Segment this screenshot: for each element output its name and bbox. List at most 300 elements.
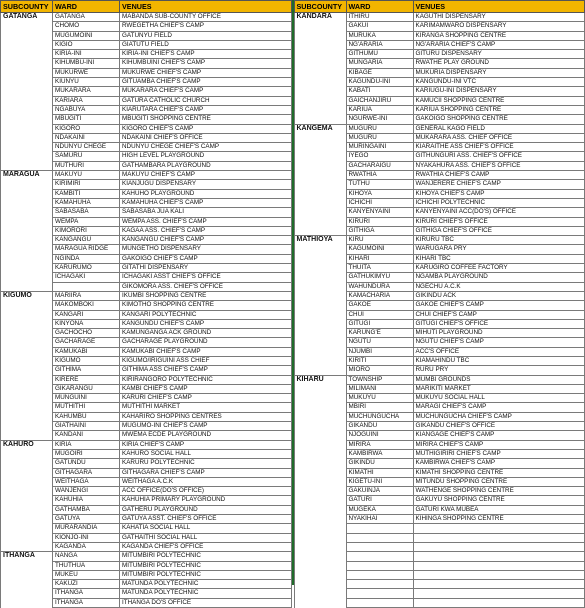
- table-row: [294, 449, 585, 458]
- empty-cell: [294, 589, 346, 598]
- venue-cell: NDUNYU CHEGE CHIEF'S CAMP: [120, 143, 292, 152]
- table-row: [1, 570, 292, 579]
- subcounty-cell: KIHARU: [294, 375, 346, 384]
- table-row: [294, 459, 585, 468]
- ward-cell: GITHIGA: [346, 226, 413, 235]
- ward-cell: MUKEU: [53, 570, 120, 579]
- empty-cell: [413, 542, 585, 551]
- venue-cell: GATHAITHI SOCIAL HALL: [120, 533, 292, 542]
- subcounty-cell: [294, 217, 346, 226]
- subcounty-cell: [1, 477, 53, 486]
- ward-cell: KIGORO: [53, 124, 120, 133]
- table-row: [294, 78, 585, 87]
- venue-cell: KIGUMO/IRIGUINI ASS CHIEF: [120, 356, 292, 365]
- ward-cell: WANJENGI: [53, 487, 120, 496]
- subcounty-cell: [294, 449, 346, 458]
- venue-cell: WANJERERE CHIEF'S CAMP: [413, 180, 585, 189]
- table-row: [1, 254, 292, 263]
- venue-cell: KARUGIRO COFFEE FACTORY: [413, 264, 585, 273]
- table-row: [294, 273, 585, 282]
- table-row: [1, 143, 292, 152]
- venue-cell: SABASABA JUA KALI: [120, 208, 292, 217]
- table-row: [294, 431, 585, 440]
- ward-cell: GIKINDU: [346, 459, 413, 468]
- venue-cell: GENERAL KAGO FIELD: [413, 124, 585, 133]
- ward-cell: IYEGO: [346, 152, 413, 161]
- table-row: [1, 50, 292, 59]
- table-row: [1, 59, 292, 68]
- venue-cell: MATUNDA POLYTECHNIC: [120, 580, 292, 589]
- subcounty-cell: [1, 561, 53, 570]
- ward-cell: KIRERE: [53, 375, 120, 384]
- table-row: [1, 496, 292, 505]
- table-row: [1, 245, 292, 254]
- empty-row: [294, 552, 585, 561]
- ward-cell: KAMBITI: [53, 189, 120, 198]
- venue-cell: KANGUNDU-INI VTC: [413, 78, 585, 87]
- ward-cell: KAGUNDU-INI: [346, 78, 413, 87]
- subcounty-cell: [1, 245, 53, 254]
- venue-cell: KAMUCII SHOPPING CENTRE: [413, 96, 585, 105]
- empty-row: [294, 570, 585, 579]
- venue-cell: KARIMAMWARO DISPENSARY: [413, 22, 585, 31]
- venue-cell: MIHUTI PLAYGROUND: [413, 329, 585, 338]
- venue-cell: GAKUYU SHOPPING CENTRE: [413, 496, 585, 505]
- ward-cell: KABATI: [346, 87, 413, 96]
- venue-cell: KIRANGA SHOPPING CENTRE: [413, 31, 585, 40]
- right-column: [294, 0, 585, 585]
- table-row: [294, 208, 585, 217]
- table-row: [294, 310, 585, 319]
- subcounty-cell: [294, 189, 346, 198]
- venue-cell: KAMUKABI CHIEF'S CAMP: [120, 347, 292, 356]
- ward-cell: MUNGARIA: [346, 59, 413, 68]
- subcounty-cell: [294, 310, 346, 319]
- ward-cell: KANDANI: [53, 431, 120, 440]
- venue-cell: KARIUGU-INI DISPENSARY: [413, 87, 585, 96]
- venues-header: VENUES: [413, 1, 585, 13]
- subcounty-cell: [294, 152, 346, 161]
- subcounty-cell: [294, 208, 346, 217]
- venue-cell: MUNGETHO DISPENSARY: [120, 245, 292, 254]
- empty-cell: [346, 542, 413, 551]
- empty-row: [294, 589, 585, 598]
- venue-cell: MUTHIGIRIRI CHIEF'S CAMP: [413, 449, 585, 458]
- ward-cell: KIBAGE: [346, 68, 413, 77]
- ward-cell: GATUNDU: [53, 459, 120, 468]
- ward-cell: SABASABA: [53, 208, 120, 217]
- empty-cell: [294, 570, 346, 579]
- ward-cell: NGUTU: [346, 338, 413, 347]
- table-row: [294, 226, 585, 235]
- ward-cell: KAGANDA: [53, 542, 120, 551]
- table-row: [294, 68, 585, 77]
- venue-cell: GIKOMORA ASS. CHIEF'S OFFICE: [120, 282, 292, 291]
- subcounty-cell: [1, 264, 53, 273]
- ward-cell: NDAKAINI: [53, 133, 120, 142]
- table-row: [294, 40, 585, 49]
- table-row: [294, 515, 585, 524]
- subcounty-cell: [294, 440, 346, 449]
- subcounty-header: SUBCOUNTY: [294, 1, 346, 13]
- ward-cell: MARIIRA: [53, 291, 120, 300]
- subcounty-cell: [1, 78, 53, 87]
- venue-cell: KAGAA ASS. CHIEF'S CAMP: [120, 226, 292, 235]
- subcounty-cell: [294, 347, 346, 356]
- subcounty-cell: [1, 580, 53, 589]
- ward-cell: KIGIO: [53, 40, 120, 49]
- venue-cell: MUKUYU SOCIAL HALL: [413, 394, 585, 403]
- subcounty-cell: [1, 105, 53, 114]
- subcounty-cell: KANDARA: [294, 13, 346, 22]
- ward-cell: KIRIA: [53, 440, 120, 449]
- venue-cell: MUKURWE CHIEF'S CAMP: [120, 68, 292, 77]
- subcounty-cell: [1, 487, 53, 496]
- ward-cell: MAKOMBOKI: [53, 301, 120, 310]
- ward-cell: KIRITI: [346, 356, 413, 365]
- ward-cell: KIRU: [346, 236, 413, 245]
- ward-cell: WEMPA: [53, 217, 120, 226]
- venue-cell: MUGUMO-INI CHIEF'S CAMP: [120, 422, 292, 431]
- venue-cell: MUKURIA DISPENSARY: [413, 68, 585, 77]
- subcounty-cell: [294, 87, 346, 96]
- subcounty-cell: [294, 22, 346, 31]
- ward-cell: WEITHAGA: [53, 477, 120, 486]
- subcounty-cell: [1, 589, 53, 598]
- table-row: [294, 375, 585, 384]
- subcounty-cell: [294, 329, 346, 338]
- subcounty-cell: [1, 384, 53, 393]
- ward-cell: NGABUYA: [53, 105, 120, 114]
- venue-cell: GAKOE CHIEF'S CAMP: [413, 301, 585, 310]
- subcounty-cell: [294, 338, 346, 347]
- table-row: [1, 319, 292, 328]
- venue-cell: KANYENYAINI ACC(DO'S) OFFICE: [413, 208, 585, 217]
- venue-cell: GITHUNGURI ASS. CHIEF'S OFFICE: [413, 152, 585, 161]
- table-row: [1, 542, 292, 551]
- empty-cell: [346, 533, 413, 542]
- table-row: [294, 236, 585, 245]
- table-row: [1, 273, 292, 282]
- venue-cell: WATHENGE SHOPPING CENTRE: [413, 487, 585, 496]
- table-row: [294, 384, 585, 393]
- venue-cell: MITUNDU SHOPPING CENTRE: [413, 477, 585, 486]
- subcounty-cell: [1, 22, 53, 31]
- ward-cell: MUGURU: [346, 133, 413, 142]
- venue-cell: KIHUMBUINI CHIEF'S CAMP: [120, 59, 292, 68]
- ward-cell: KAHUHIA: [53, 496, 120, 505]
- ward-cell: ITHANGA: [53, 598, 120, 607]
- ward-cell: GIKANDU: [346, 422, 413, 431]
- venue-cell: KAGUTHI DISPENSARY: [413, 13, 585, 22]
- venue-cell: MUMBI GROUNDS: [413, 375, 585, 384]
- venue-cell: GITHIMA ASS CHIEF'S CAMP: [120, 366, 292, 375]
- table-row: [1, 468, 292, 477]
- subcounty-cell: [1, 40, 53, 49]
- table-row: [1, 96, 292, 105]
- table-row: [1, 338, 292, 347]
- subcounty-header: SUBCOUNTY: [1, 1, 53, 13]
- venue-cell: KANGARI POLYTECHNIC: [120, 310, 292, 319]
- ward-cell: GATANGA: [53, 13, 120, 22]
- ward-cell: KIMORORI: [53, 226, 120, 235]
- ward-cell: MBUGITI: [53, 115, 120, 124]
- ward-cell: THUITA: [346, 264, 413, 273]
- ward-cell: GIATHAINI: [53, 422, 120, 431]
- ward-cell: MUGEKA: [346, 505, 413, 514]
- venue-cell: KIHARI TBC: [413, 254, 585, 263]
- venue-cell: KIANJUGU DISPENSARY: [120, 180, 292, 189]
- subcounty-cell: MARAGUA: [1, 171, 53, 180]
- ward-cell: KIHUMBU-INI: [53, 59, 120, 68]
- table-row: [1, 13, 292, 22]
- venue-cell: NGECHU A.C.K: [413, 282, 585, 291]
- ward-cell: KAMUKABI: [53, 347, 120, 356]
- venue-cell: MWEMA ECDE PLAYGROUND: [120, 431, 292, 440]
- venue-cell: RWATHE PLAY GROUND: [413, 59, 585, 68]
- empty-row: [294, 533, 585, 542]
- ward-cell: MUKUYU: [346, 394, 413, 403]
- venue-cell: MITUMBIRI POLYTECHNIC: [120, 561, 292, 570]
- subcounty-cell: [294, 468, 346, 477]
- ward-cell: KAKUZI: [53, 580, 120, 589]
- empty-cell: [413, 533, 585, 542]
- table-row: [1, 515, 292, 524]
- table-row: [1, 598, 292, 607]
- table-row: [1, 366, 292, 375]
- subcounty-cell: [294, 273, 346, 282]
- subcounty-cell: [1, 59, 53, 68]
- table-row: [294, 59, 585, 68]
- venue-cell: NGUTU CHIEF'S CAMP: [413, 338, 585, 347]
- ward-cell: KIRIA-INI: [53, 50, 120, 59]
- venue-cell: MARIKITI MARKET: [413, 384, 585, 393]
- table-row: [1, 580, 292, 589]
- ward-cell: KIUNYU: [53, 78, 120, 87]
- ward-cell: MILIMANI: [346, 384, 413, 393]
- ward-header: WARD: [346, 1, 413, 13]
- ward-cell: KIONJO-INI: [53, 533, 120, 542]
- table-row: [294, 198, 585, 207]
- empty-cell: [346, 598, 413, 607]
- table-row: [294, 356, 585, 365]
- empty-row: [294, 598, 585, 607]
- subcounty-cell: [294, 291, 346, 300]
- venue-cell: MUTHITHI MARKET: [120, 403, 292, 412]
- left-table-body: [1, 13, 292, 608]
- table-row: [294, 245, 585, 254]
- table-row: [1, 217, 292, 226]
- table-row: [1, 180, 292, 189]
- venue-cell: NDAKAINI CHIEF'S OFFICE: [120, 133, 292, 142]
- empty-cell: [346, 570, 413, 579]
- venue-cell: GITUGI CHIEF'S OFFICE: [413, 319, 585, 328]
- ward-cell: MURUKA: [346, 31, 413, 40]
- table-row: [294, 412, 585, 421]
- venue-cell: RWEGETHA CHIEF'S CAMP: [120, 22, 292, 31]
- subcounty-cell: [1, 87, 53, 96]
- table-row: [1, 68, 292, 77]
- subcounty-cell: [294, 301, 346, 310]
- ward-cell: GAICHANJIRU: [346, 96, 413, 105]
- ward-cell: CHUI: [346, 310, 413, 319]
- venue-cell: GIKANDU CHIEF'S OFFICE: [413, 422, 585, 431]
- subcounty-cell: [1, 431, 53, 440]
- table-row: [1, 403, 292, 412]
- venue-cell: GITUAMBA CHIEF'S CAMP: [120, 78, 292, 87]
- ward-cell: GIKARANGU: [53, 384, 120, 393]
- venue-cell: KIMATHI SHOPPING CENTRE: [413, 468, 585, 477]
- subcounty-cell: [1, 570, 53, 579]
- ward-cell: KANGANGU: [53, 236, 120, 245]
- empty-row: [294, 524, 585, 533]
- empty-cell: [294, 580, 346, 589]
- venue-cell: GATURI KWA MUBEA: [413, 505, 585, 514]
- table-row: [294, 394, 585, 403]
- subcounty-cell: [1, 282, 53, 291]
- ward-cell: MUKURWE: [53, 68, 120, 77]
- subcounty-cell: [294, 282, 346, 291]
- ward-cell: GATHUKIMYU: [346, 273, 413, 282]
- venue-cell: KIRIA CHIEF'S CAMP: [120, 440, 292, 449]
- subcounty-cell: [1, 115, 53, 124]
- table-row: [294, 254, 585, 263]
- subcounty-cell: [294, 115, 346, 124]
- ward-cell: MUGOIRI: [53, 449, 120, 458]
- venue-cell: KAHUHO PLAYGROUND: [120, 189, 292, 198]
- venue-cell: KIRURU TBC: [413, 236, 585, 245]
- table-row: [1, 78, 292, 87]
- ward-cell: KARIARA: [53, 96, 120, 105]
- table-row: [1, 124, 292, 133]
- header-row: [294, 1, 585, 13]
- ward-header: WARD: [53, 1, 120, 13]
- table-row: [1, 487, 292, 496]
- table-row: [1, 394, 292, 403]
- venue-cell: KAHARIRO SHOPPING CENTRES: [120, 412, 292, 421]
- ward-cell: GITHAGARA: [53, 468, 120, 477]
- venues-header: VENUES: [120, 1, 292, 13]
- subcounty-cell: [1, 338, 53, 347]
- ward-cell: KINYONA: [53, 319, 120, 328]
- table-row: [1, 375, 292, 384]
- table-row: [1, 198, 292, 207]
- empty-cell: [413, 570, 585, 579]
- subcounty-cell: [1, 161, 53, 170]
- subcounty-cell: [1, 542, 53, 551]
- subcounty-cell: [294, 496, 346, 505]
- subcounty-cell: [294, 245, 346, 254]
- subcounty-cell: KANGEMA: [294, 124, 346, 133]
- subcounty-cell: ITHANGA: [1, 552, 53, 561]
- venue-cell: IKUMBI SHOPPING CENTRE: [120, 291, 292, 300]
- ward-cell: GAKUI: [346, 22, 413, 31]
- ward-cell: GAKOE: [346, 301, 413, 310]
- subcounty-cell: [1, 68, 53, 77]
- subcounty-cell: [1, 524, 53, 533]
- subcounty-cell: [294, 143, 346, 152]
- venue-cell: MITUMBIRI POLYTECHNIC: [120, 552, 292, 561]
- subcounty-cell: [1, 152, 53, 161]
- table-row: [294, 115, 585, 124]
- ward-cell: KIRIMIRI: [53, 180, 120, 189]
- subcounty-cell: [1, 459, 53, 468]
- subcounty-cell: [294, 394, 346, 403]
- ward-cell: KARUNG'E: [346, 329, 413, 338]
- subcounty-cell: [294, 264, 346, 273]
- venue-cell: GATHAMBARA PLAYGROUND: [120, 161, 292, 170]
- empty-row: [294, 542, 585, 551]
- ward-cell: GAKUINJA: [346, 487, 413, 496]
- venue-cell: MAKUYU CHIEF'S CAMP: [120, 171, 292, 180]
- ward-cell: NDUNYU CHEGE: [53, 143, 120, 152]
- venue-cell: MIRIRA CHIEF'S CAMP: [413, 440, 585, 449]
- table-row: [1, 291, 292, 300]
- table-row: [1, 282, 292, 291]
- table-row: [294, 468, 585, 477]
- venue-cell: ACC'S OFFICE: [413, 347, 585, 356]
- subcounty-cell: [1, 301, 53, 310]
- venue-cell: KIHINGA SHOPPING CENTRE: [413, 515, 585, 524]
- subcounty-cell: [1, 505, 53, 514]
- table-row: [1, 552, 292, 561]
- table-row: [1, 347, 292, 356]
- table-row: [1, 208, 292, 217]
- subcounty-cell: [1, 208, 53, 217]
- venue-cell: RWATHIA CHIEF'S CAMP: [413, 171, 585, 180]
- ward-cell: MARAGUA RIDGE: [53, 245, 120, 254]
- header-row: [1, 1, 292, 13]
- subcounty-cell: [1, 403, 53, 412]
- ward-cell: NG'ARARIA: [346, 40, 413, 49]
- table-row: [294, 366, 585, 375]
- empty-row: [294, 580, 585, 589]
- venue-cell: KIANGAGE CHIEF'S CAMP: [413, 431, 585, 440]
- table-row: [1, 412, 292, 421]
- subcounty-cell: [1, 496, 53, 505]
- table-row: [1, 236, 292, 245]
- venue-cell: MBUGITI SHOPPING CENTRE: [120, 115, 292, 124]
- table-row: [294, 180, 585, 189]
- subcounty-cell: [294, 254, 346, 263]
- venue-cell: NYAKAHURA ASS. CHIEF'S OFFICE: [413, 161, 585, 170]
- ward-cell: KAMACHARIA: [346, 291, 413, 300]
- ward-cell: ICHICHI: [346, 198, 413, 207]
- subcounty-cell: [1, 310, 53, 319]
- table-row: [294, 496, 585, 505]
- empty-cell: [413, 580, 585, 589]
- table-row: [294, 217, 585, 226]
- ward-cell: MUTHITHI: [53, 403, 120, 412]
- subcounty-cell: [294, 171, 346, 180]
- ward-cell: KARIUA: [346, 105, 413, 114]
- table-row: [1, 226, 292, 235]
- table-row: [294, 338, 585, 347]
- ward-cell: GACHARAGE: [53, 338, 120, 347]
- venue-cell: KAMBIRWA CHIEF'S CAMP: [413, 459, 585, 468]
- table-row: [294, 189, 585, 198]
- ward-cell: MIRIRA: [346, 440, 413, 449]
- venue-cell: ACC OFFICE(DO'S OFFICE): [120, 487, 292, 496]
- subcounty-cell: [1, 180, 53, 189]
- subcounty-cell: MATHIOYA: [294, 236, 346, 245]
- venue-cell: MATUNDA POLYTECHNIC: [120, 589, 292, 598]
- venue-cell: WEMPA ASS. CHIEF'S CAMP: [120, 217, 292, 226]
- table-row: [294, 291, 585, 300]
- subcounty-cell: [1, 598, 53, 607]
- table-row: [1, 329, 292, 338]
- venue-cell: KARURI CHIEF'S CAMP: [120, 394, 292, 403]
